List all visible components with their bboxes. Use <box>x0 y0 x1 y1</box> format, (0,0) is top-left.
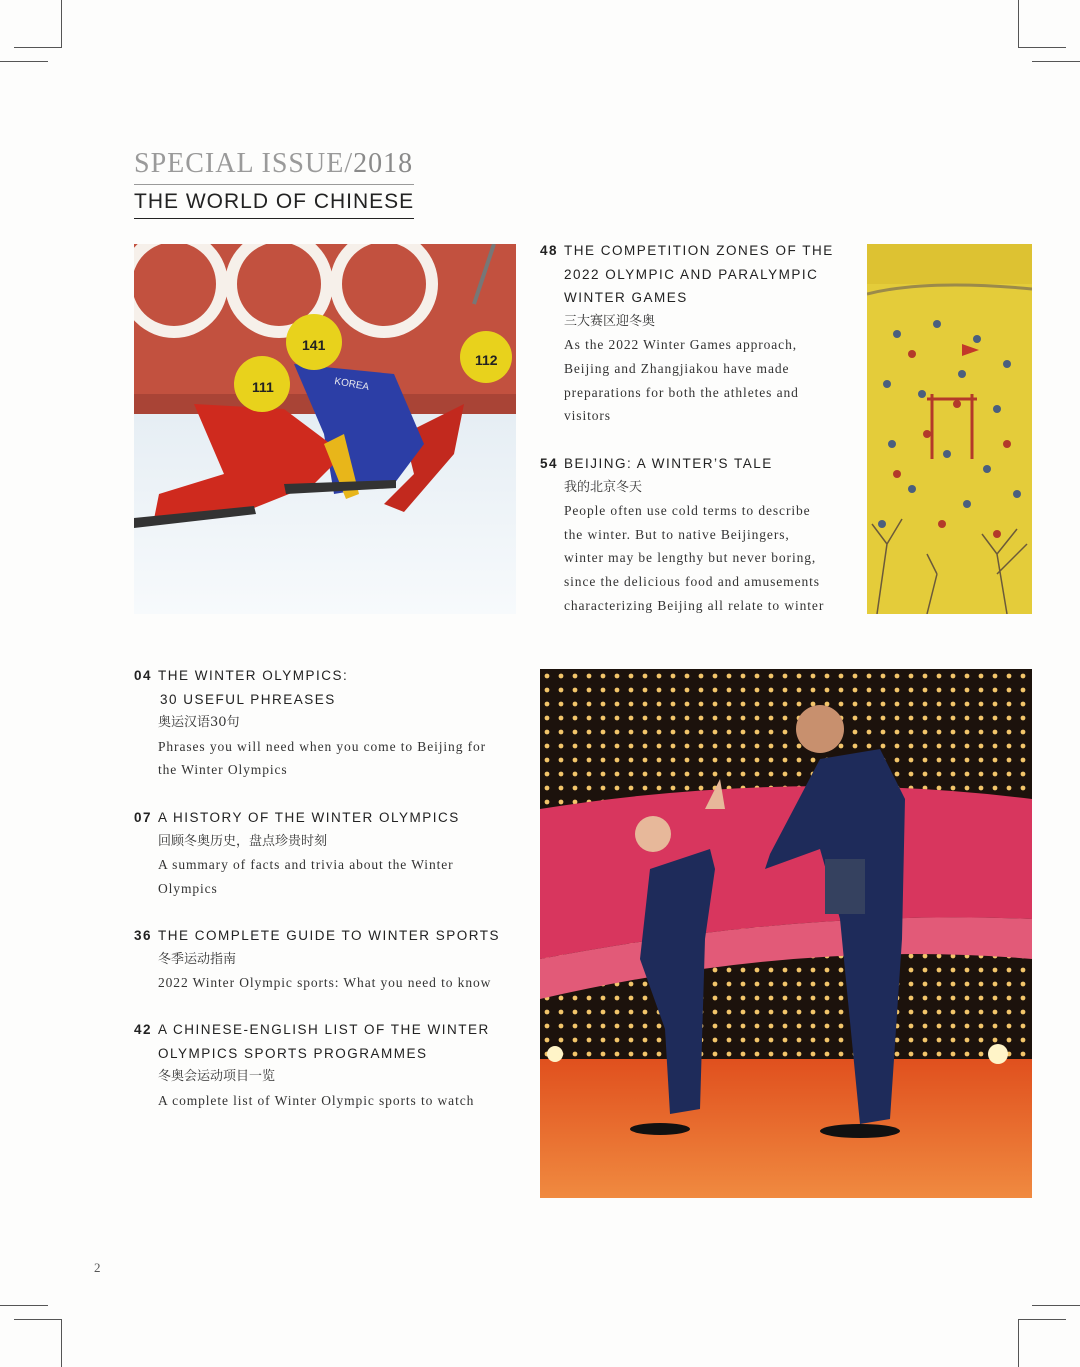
entry-description-line: the winter. But to native Beijingers, <box>564 526 790 542</box>
entry-title-line: THE WINTER OLYMPICS: <box>158 668 349 683</box>
crop-mark <box>1032 61 1080 62</box>
entry-chinese-title: 三大赛区迎冬奥 <box>564 313 656 329</box>
helmet-number: 111 <box>252 379 274 395</box>
entry-title-line: THE COMPETITION ZONES OF THE <box>564 243 834 258</box>
entry-description-line: People often use cold terms to describe <box>564 503 811 519</box>
entry-page-number: 07 <box>134 810 153 825</box>
entry-title-line: WINTER GAMES <box>564 290 688 306</box>
helmet-number: 112 <box>475 352 498 368</box>
toc-entry <box>540 452 860 617</box>
entry-page-number: 54 <box>540 456 559 471</box>
entry-description-line: Phrases you will need when you come to Beijing for <box>158 738 487 754</box>
entry-page-number: 42 <box>134 1022 153 1037</box>
helmet-number: 141 <box>302 337 326 353</box>
entry-description-line: 2022 Winter Olympic sports: What you need to know <box>158 975 492 991</box>
entry-title-line: A HISTORY OF THE WINTER OLYMPICS <box>158 810 460 825</box>
crop-mark <box>1018 47 1066 48</box>
crop-mark <box>1018 1319 1019 1367</box>
crop-mark <box>14 1319 62 1320</box>
toc-entry <box>134 924 524 995</box>
scroll-painting-image <box>867 244 1032 614</box>
toc-entry <box>134 806 524 900</box>
entry-page-number: 04 <box>134 668 153 683</box>
crop-mark <box>1018 1319 1066 1320</box>
issue-label <box>134 146 414 185</box>
entry-chinese-title: 冬奥会运动项目一览 <box>158 1069 276 1085</box>
entry-title <box>134 924 524 948</box>
toc-entry <box>134 664 524 782</box>
entry-chinese-title: 我的北京冬天 <box>564 479 643 495</box>
entry-description-line: As the 2022 Winter Games approach, <box>564 337 798 353</box>
entry-description-line: Olympics <box>158 880 218 896</box>
ceremony-photo <box>540 669 1032 1198</box>
crop-mark <box>1018 0 1019 48</box>
entry-title-line: OLYMPICS SPORTS PROGRAMMES <box>158 1045 428 1061</box>
toc-entry <box>134 1018 524 1112</box>
page-number: 2 <box>94 1260 101 1275</box>
speed-skating-photo <box>134 244 516 614</box>
entry-title <box>134 664 524 711</box>
entry-description-line: preparations for both the athletes and <box>564 384 799 400</box>
crop-mark <box>0 61 48 62</box>
entry-title-line: 2022 OLYMPIC AND PARALYMPIC <box>564 266 819 282</box>
crop-mark <box>0 1305 48 1306</box>
jersey-text: KOREA <box>333 376 370 394</box>
entry-title <box>134 806 524 830</box>
entry-title-line: BEIJING: A WINTER’S TALE <box>564 456 773 471</box>
entry-description-line: characterizing Beijing all relate to winter <box>564 597 825 613</box>
entry-title <box>540 452 860 476</box>
entry-chinese-title: 奥运汉语30句 <box>158 715 240 731</box>
entry-description-line: visitors <box>564 408 611 424</box>
entry-title-line: A CHINESE-ENGLISH LIST OF THE WINTER <box>158 1022 490 1037</box>
issue-year: 2018 <box>353 148 414 179</box>
crop-mark <box>61 1319 62 1367</box>
entry-description-line: since the delicious food and amusements <box>564 573 820 589</box>
toc-entry <box>540 239 860 428</box>
entry-description-line: A complete list of Winter Olympic sports to watch <box>158 1092 475 1108</box>
entry-page-number: 36 <box>134 928 153 943</box>
issue-header <box>134 146 414 219</box>
entry-page-number: 48 <box>540 243 559 258</box>
entry-chinese-title: 冬季运动指南 <box>158 951 237 967</box>
entry-description-line: the Winter Olympics <box>158 762 288 778</box>
magazine-name: THE WORLD OF CHINESE <box>134 185 414 219</box>
entry-description-line: Beijing and Zhangjiakou have made <box>564 360 790 376</box>
entry-description-line: winter may be lengthy but never boring, <box>564 550 817 566</box>
entry-chinese-title: 回顾冬奥历史，盘点珍贵时刻 <box>158 833 328 849</box>
entry-title <box>540 239 860 310</box>
crop-mark <box>1032 1305 1080 1306</box>
issue-label-text: SPECIAL ISSUE/ <box>134 148 354 179</box>
entry-description-line: A summary of facts and trivia about the Winter <box>158 857 454 873</box>
entry-title-line: THE COMPLETE GUIDE TO WINTER SPORTS <box>158 928 501 943</box>
entry-title-line: 30 USEFUL PHREASES <box>160 691 336 707</box>
crop-mark <box>14 47 62 48</box>
entry-title <box>134 1018 524 1065</box>
crop-mark <box>61 0 62 48</box>
